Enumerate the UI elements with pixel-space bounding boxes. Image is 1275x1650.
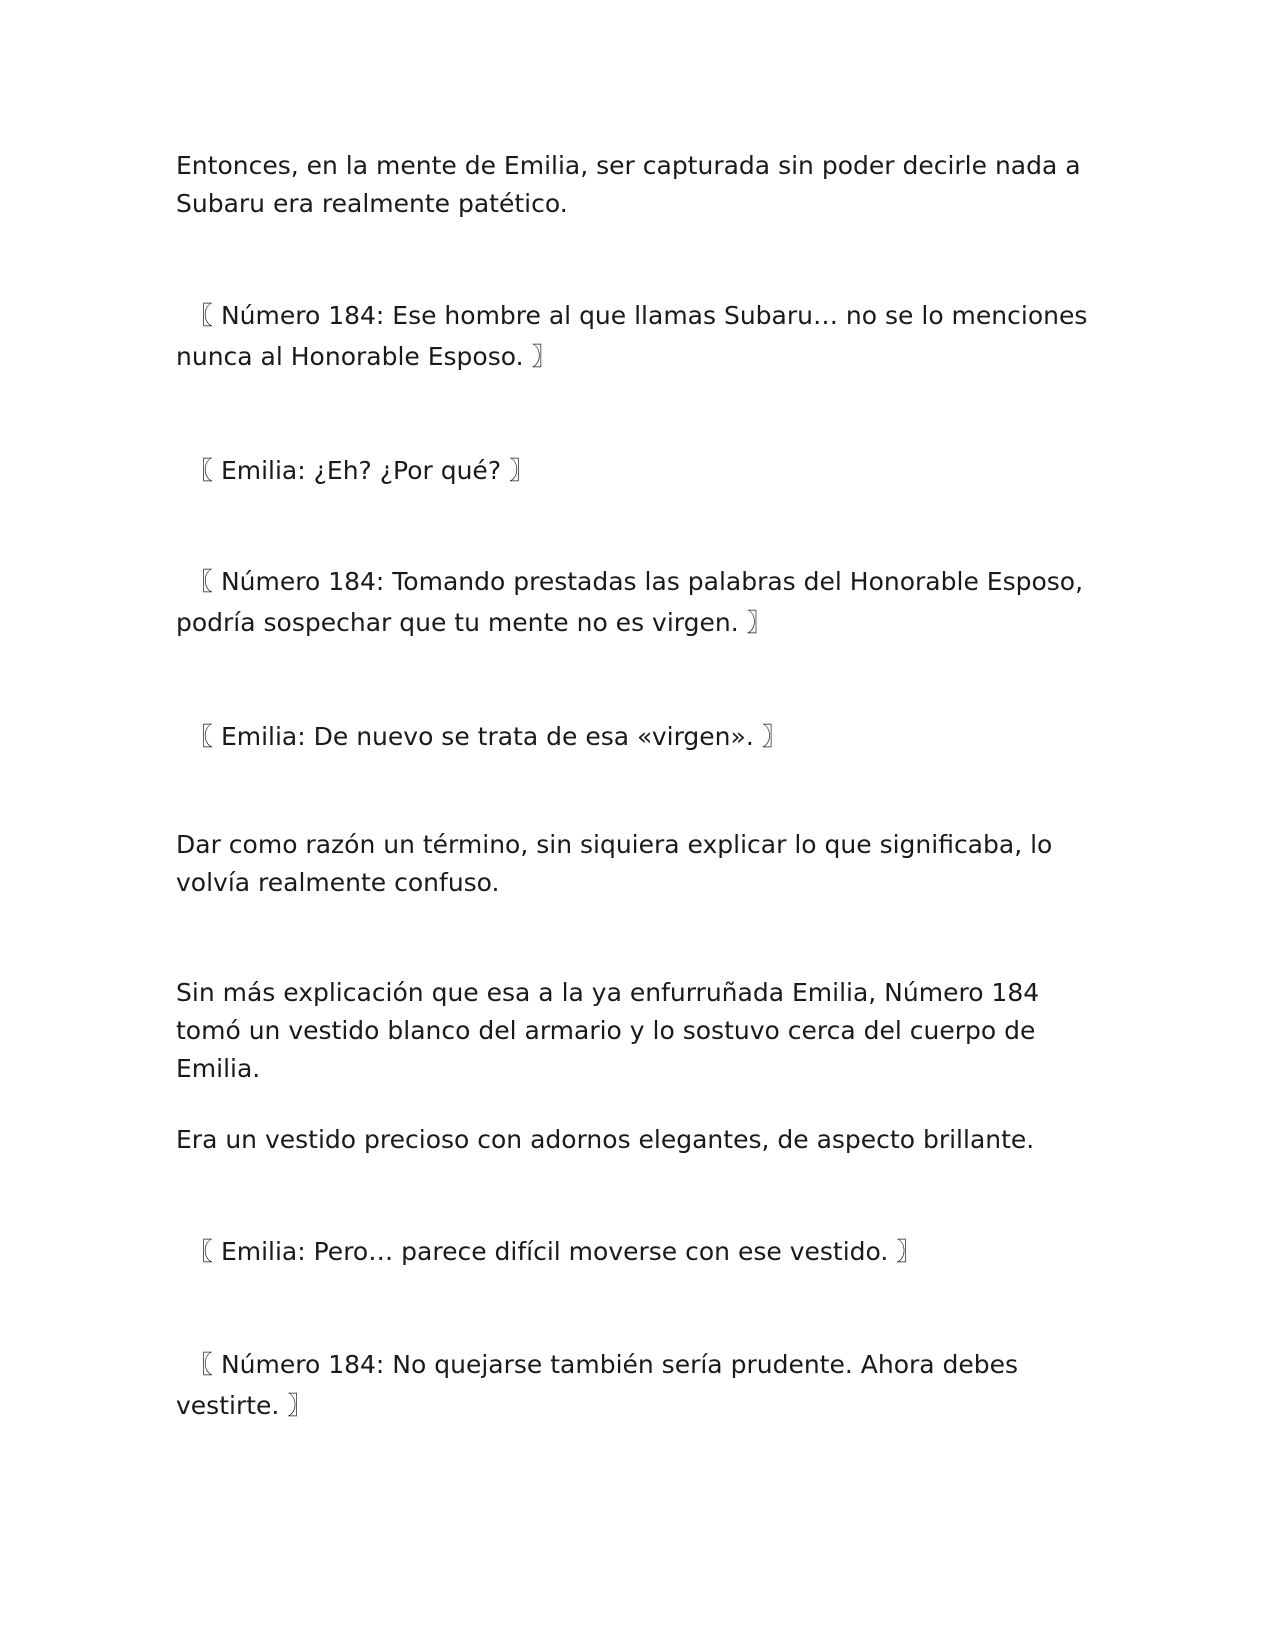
narration-paragraph: Dar como razón un término, sin siquiera explicar lo que significaba, lo volvía realmente confuso.	[176, 830, 1053, 897]
dialogue-paragraph: 〖 Número 184: No quejarse también sería prudente. Ahora debes vestirte. 〗	[176, 1350, 1019, 1420]
narration-paragraph: Entonces, en la mente de Emilia, ser capturada sin poder decirle nada a Subaru era realmente patético.	[176, 151, 1081, 218]
dialogue-paragraph: 〖 Emilia: ¿Eh? ¿Por qué? 〗	[188, 456, 535, 485]
dialogue-paragraph: 〖 Número 184: Ese hombre al que llamas Subaru… no se lo menciones nunca al Honorable Esposo. 〗	[176, 301, 1088, 371]
dialogue-paragraph: 〖 Emilia: De nuevo se trata de esa «virgen». 〗	[188, 722, 787, 751]
dialogue-paragraph: 〖 Número 184: Tomando prestadas las palabras del Honorable Esposo, podría sospechar que tu mente no es virgen. 〗	[176, 567, 1084, 637]
dialogue-paragraph: 〖 Emilia: Pero… parece difícil moverse con ese vestido. 〗	[188, 1237, 922, 1266]
narration-paragraph: Era un vestido precioso con adornos elegantes, de aspecto brillante.	[176, 1125, 1035, 1154]
narration-paragraph: Sin más explicación que esa a la ya enfurruñada Emilia, Número 184 tomó un vestido blanco del armario y lo sostuvo cerca del cuerpo de Emilia.	[176, 978, 1040, 1083]
